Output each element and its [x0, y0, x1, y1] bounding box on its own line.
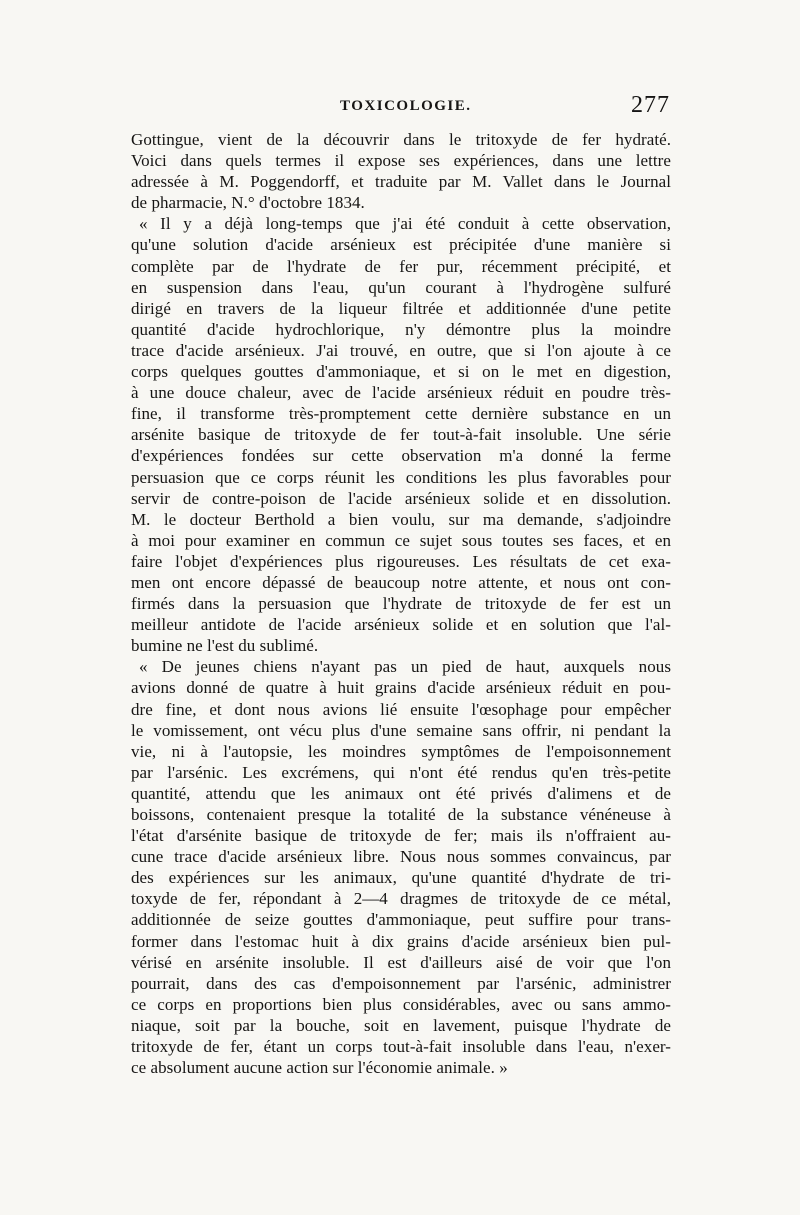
- text-line: « De jeunes chiens n'ayant pas un pied de haut, auxquels nous: [139, 657, 671, 677]
- text-line: « Il y a déjà long-temps que j'ai été conduit à cette observation,: [139, 214, 671, 234]
- text-line: avions donné de quatre à huit grains d'acide arsénieux réduit en pou-: [131, 678, 671, 698]
- text-line: adressée à M. Poggendorff, et traduite par M. Vallet dans le Journal: [131, 172, 671, 192]
- text-line: d'expériences fondées sur cette observation m'a donné la ferme: [131, 446, 671, 466]
- page-number: 277: [631, 92, 670, 118]
- text-line: de pharmacie, N.° d'octobre 1834.: [131, 193, 365, 213]
- text-line: meilleur antidote de l'acide arsénieux solide et en solution que l'al-: [131, 615, 671, 635]
- text-line: Voici dans quels termes il expose ses expériences, dans une lettre: [131, 151, 671, 171]
- text-line: quantité, attendu que les animaux ont été privés d'alimens et de: [131, 783, 671, 803]
- text-line: Gottingue, vient de la découvrir dans le tritoxyde de fer hydraté.: [131, 130, 671, 149]
- text-line: firmés dans la persuasion que l'hydrate de tritoxyde de fer est un: [131, 594, 671, 614]
- running-title: TOXICOLOGIE.: [340, 98, 472, 114]
- text-line: par l'arsénic. Les excrémens, qui n'ont été rendus qu'en très-petite: [131, 762, 671, 782]
- text-line: servir de contre-poison de l'acide arsénieux solide et en dissolution.: [131, 488, 671, 508]
- text-line: complète par de l'hydrate de fer pur, récemment précipité, et: [131, 256, 671, 276]
- text-line: le vomissement, ont vécu plus d'une semaine sans offrir, ni pendant la: [131, 720, 671, 740]
- text-line: cune trace d'acide arsénieux libre. Nous nous sommes convaincus, par: [131, 847, 671, 867]
- text-line: vérisé en arsénite insoluble. Il est d'ailleurs aisé de voir que l'on: [131, 952, 671, 972]
- text-line: corps quelques gouttes d'ammoniaque, et si on le met en digestion,: [131, 362, 671, 382]
- text-line: trace d'acide arsénieux. J'ai trouvé, en outre, que si l'on ajoute à ce: [131, 340, 671, 360]
- text-line: des expériences sur les animaux, qu'une quantité d'hydrate de tri-: [131, 868, 671, 888]
- text-line: ce corps en proportions bien plus considérables, avec ou sans ammo-: [131, 994, 671, 1014]
- text-line: men ont encore dépassé de beaucoup notre attente, et nous ont con-: [131, 572, 671, 592]
- text-line: qu'une solution d'acide arsénieux est précipitée d'une manière si: [131, 235, 671, 255]
- text-line: pourrait, dans des cas d'empoisonnement par l'arsénic, administrer: [131, 973, 671, 993]
- text-line: tritoxyde de fer, étant un corps tout-à-fait insoluble dans l'eau, n'exer-: [131, 1037, 671, 1057]
- text-line: fine, il transforme très-promptement cette dernière substance en un: [131, 404, 671, 424]
- text-line: faire l'objet d'expériences plus rigoureuses. Les résultats de cet exa-: [131, 551, 671, 571]
- page-header: [122, 92, 682, 128]
- text-line: l'état d'arsénite basique de tritoxyde de fer; mais ils n'offraient au-: [131, 826, 671, 846]
- text-line: bumine ne l'est du sublimé.: [131, 636, 319, 656]
- text-line: dre fine, et dont nous avions lié ensuite l'œsophage pour empêcher: [131, 699, 671, 719]
- text-line: boissons, contenaient presque la totalité de la substance vénéneuse à: [131, 805, 671, 824]
- text-line: à une douce chaleur, avec de l'acide arsénieux réduit en poudre très-: [131, 383, 671, 403]
- text-line: former dans l'estomac huit à dix grains d'acide arsénieux bien pul-: [131, 931, 671, 951]
- text-line: à moi pour examiner en commun ce sujet sous toutes ses faces, et en: [131, 530, 671, 550]
- text-line: niaque, soit par la bouche, soit en lavement, puisque l'hydrate de: [131, 1015, 671, 1035]
- text-line: en suspension dans l'eau, qu'un courant à l'hydrogène sulfuré: [131, 277, 671, 297]
- text-line: ce absolument aucune action sur l'économie animale. »: [131, 1058, 508, 1078]
- text-line: dirigé en travers de la liqueur filtrée et additionnée d'une petite: [131, 298, 671, 318]
- text-line: toxyde de fer, répondant à 2—4 dragmes de tritoxyde de ce métal,: [131, 889, 671, 909]
- text-line: vie, ni à l'autopsie, les moindres symptômes de l'empoisonnement: [131, 741, 671, 761]
- text-line: M. le docteur Berthold a bien voulu, sur ma demande, s'adjoindre: [131, 509, 671, 529]
- body-text: [131, 129, 671, 1078]
- text-line: persuasion que ce corps réunit les conditions les plus favorables pour: [131, 467, 671, 487]
- text-line: arsénite basique de tritoxyde de fer tout-à-fait insoluble. Une série: [131, 425, 671, 445]
- text-line: additionnée de seize gouttes d'ammoniaque, peut suffire pour trans-: [131, 910, 671, 930]
- text-line: quantité d'acide hydrochlorique, n'y démontre plus la moindre: [131, 319, 671, 339]
